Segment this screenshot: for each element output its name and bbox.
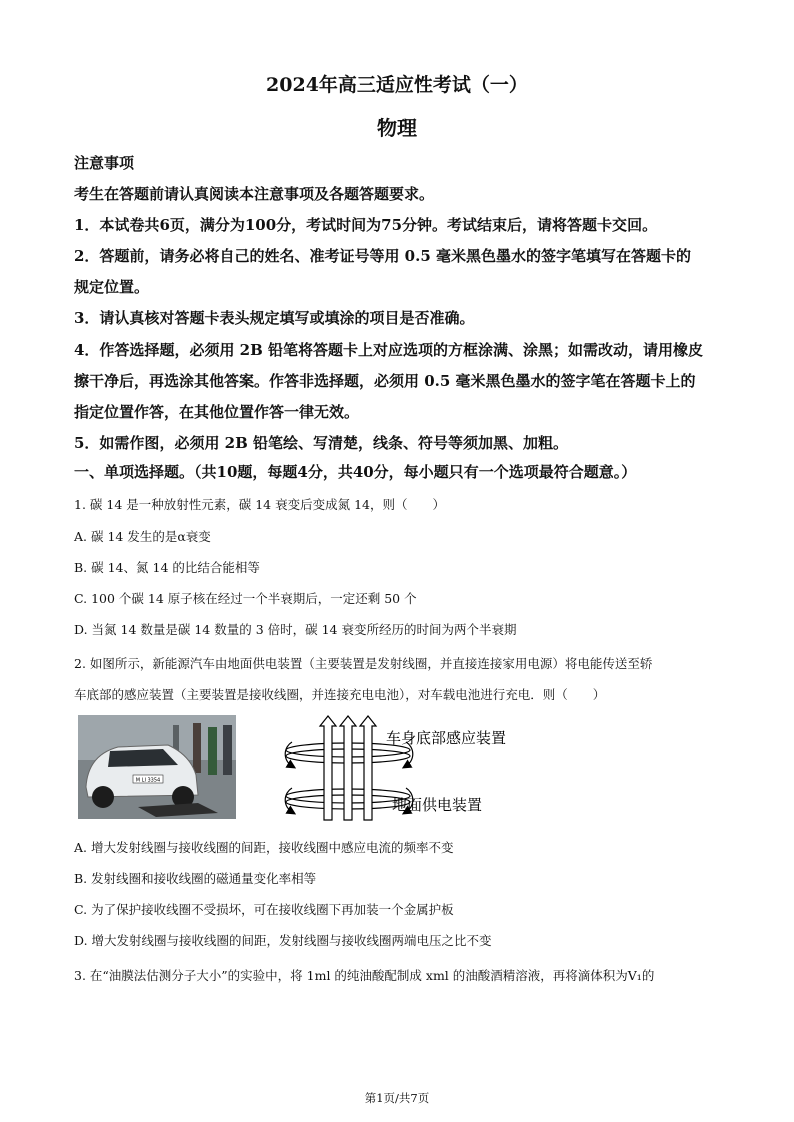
notice-line: 1．本试卷共6页，满分为100分，考试时间为75分钟。考试结束后，请将答题卡交回。: [74, 216, 658, 234]
notice-line: 5．如需作图，必须用 2B 铅笔绘、写清楚，线条、符号等须加黑、加粗。: [74, 434, 568, 452]
notice-line: 4．作答选择题，必须用 2B 铅笔将答题卡上对应选项的方框涂满、涂黑；如需改动，请用橡皮: [74, 341, 704, 359]
q1-option-a: A. 碳 14 发生的是α衰变: [74, 529, 211, 544]
q2-option-c: C. 为了保护接收线圈不受损坏，可在接收线圈下再加装一个金属护板: [74, 902, 454, 917]
question-1-stem: 1. 碳 14 是一种放射性元素，碳 14 衰变后变成氮 14，则（ ）: [74, 497, 445, 512]
notice-line: 3．请认真核对答题卡表头规定填写或填涂的项目是否准确。: [74, 309, 475, 327]
car-charging-photo: [78, 715, 236, 819]
notice-line: 指定位置作答，在其他位置作答一律无效。: [74, 403, 360, 421]
notice-line: 考生在答题前请认真阅读本注意事项及各题答题要求。: [74, 185, 435, 203]
q2-option-d: D. 增大发射线圈与接收线圈的间距，发射线圈与接收线圈两端电压之比不变: [74, 933, 492, 948]
question-2-stem: 车底部的感应装置（主要装置是接收线圈，并连接充电电池），对车载电池进行充电．则（ ）: [74, 687, 606, 702]
q2-option-b: B. 发射线圈和接收线圈的磁通量变化率相等: [74, 871, 317, 886]
page-number: 第1页/共7页: [364, 1091, 430, 1105]
exam-title: 2024年高三适应性考试（一）: [266, 74, 528, 96]
notice-heading: 注意事项: [74, 154, 135, 172]
q2-option-a: A. 增大发射线圈与接收线圈的间距，接收线圈中感应电流的频率不变: [74, 840, 454, 855]
q1-option-d: D. 当氮 14 数量是碳 14 数量的 3 倍时，碳 14 衰变所经历的时间为两个半衰期: [74, 622, 517, 637]
question-3-stem: 3. 在“油膜法估测分子大小”的实验中，将 1ml 的纯油酸配制成 xml 的油酸酒精溶液，再将滴体积为V₁的: [74, 968, 655, 983]
notice-line: 擦干净后，再选涂其他答案。作答非选择题，必须用 0.5 毫米黑色墨水的签字笔在答题卡上的: [74, 372, 696, 390]
q1-option-c: C. 100 个碳 14 原子核在经过一个半衰期后，一定还剩 50 个: [74, 591, 417, 606]
notice-line: 规定位置。: [74, 278, 150, 296]
license-plate: M LI 3354: [135, 777, 161, 784]
upper-coil-label: 车身底部感应装置: [386, 729, 507, 747]
notice-line: 2．答题前，请务必将自己的姓名、准考证号等用 0.5 毫米黑色墨水的签字笔填写在答题卡的: [74, 247, 691, 265]
q1-option-b: B. 碳 14、氮 14 的比结合能相等: [74, 560, 260, 575]
lower-coil-label: 地面供电装置: [392, 796, 483, 814]
subject-title: 物理: [377, 116, 417, 140]
section-heading: 一、单项选择题。（共10题，每题4分，共40分，每小题只有一个选项最符合题意。）: [74, 463, 637, 481]
question-2-stem: 2. 如图所示，新能源汽车由地面供电装置（主要装置是发射线圈，并直接连接家用电源）将电能传送至轿: [74, 656, 653, 671]
induction-coil-diagram: [268, 712, 538, 824]
